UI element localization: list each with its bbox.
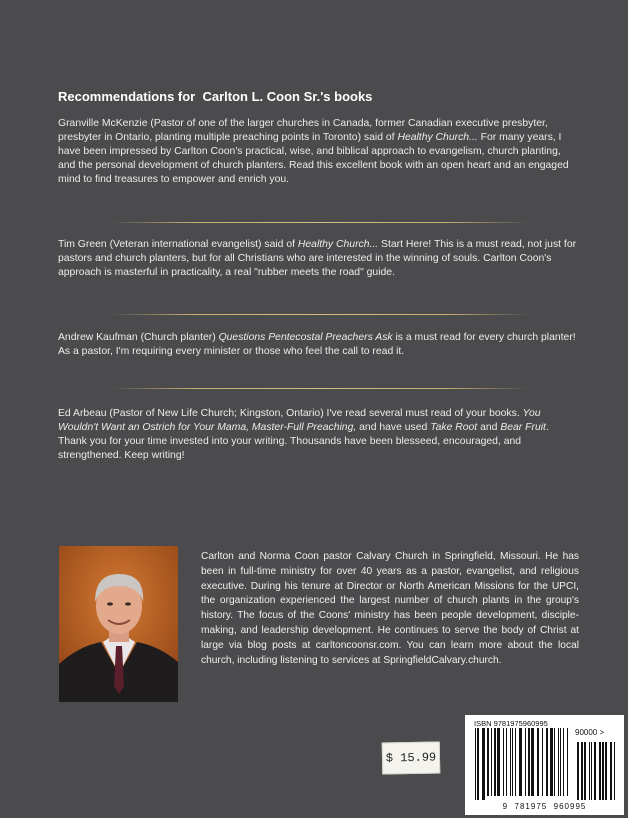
gold-divider bbox=[110, 388, 530, 389]
gold-divider bbox=[110, 222, 530, 223]
price-sticker: $ 15.99 bbox=[382, 741, 441, 774]
recommendation-green: Tim Green (Veteran international evangelist) said of Healthy Church... Start Here! This is a must read, not just for pastors and church planters, but for all Christians who are interested in the winning of souls. Carlton Coon's approach is masterful in practicality, a real "rubber meets the road" guide. bbox=[58, 239, 577, 278]
recommendations-heading: Recommendations for Carlton L. Coon Sr.'s books bbox=[58, 89, 373, 104]
isbn-text: ISBN 9781975960995 bbox=[474, 719, 548, 728]
author-photo bbox=[59, 546, 178, 702]
recommendation-mckenzie: Granville McKenzie (Pastor of one of the larger churches in Canada, former Canadian executive presbyter, presbyter in Ontario, planting multiple preaching points in Toronto) said of Healthy Church... For many years, I have been impressed by Carlton Coon's practical, wise, and biblical approach to evangelism, church planting, and the personal development of church planters. Read this excellent book with an open heart and an engaged mind to find treasures to empower and enrich you. bbox=[58, 118, 569, 185]
author-bio: Carlton and Norma Coon pastor Calvary Church in Springfield, Missouri. He has been in full-time ministry for over 40 years as a pastor, evangelist, and religious executive. During his tenure at Director or North American Missions for the UPCI, the organization experienced the largest number of church plants in the group's history. The focus of the Coons' ministry has been people development, disciple-making, and leadership development. He continues to serve the body of Christ at large via blog posts at carltoncoonsr.com. You can learn more about the local church, including listening to services at SpringfieldCalvary.church. bbox=[201, 551, 579, 666]
barcode-digits: 9 781975 960995 bbox=[502, 802, 587, 811]
isbn-barcode bbox=[465, 715, 624, 815]
author-portrait-image bbox=[59, 546, 178, 702]
recommendation-kaufman: Andrew Kaufman (Church planter) Questions Pentecostal Preachers Ask is a must read for every church planter! As a pastor, I'm requiring every minister or those who feel the call to read it. bbox=[58, 332, 576, 357]
recommendation-arbeau: Ed Arbeau (Pastor of New Life Church; Kingston, Ontario) I've read several must read of your books. You Wouldn't Want an Ostrich for Your Mama, Master-Full Preaching, and have used Take Root and Bear Fruit. Thank you for your time invested into your writing. Thousands have been blesseed, encouraged, and strengthened. Keep writing! bbox=[58, 408, 549, 461]
gold-divider bbox=[110, 314, 530, 315]
barcode-icon bbox=[473, 728, 618, 800]
price-addon-code: 90000 > bbox=[575, 728, 605, 737]
